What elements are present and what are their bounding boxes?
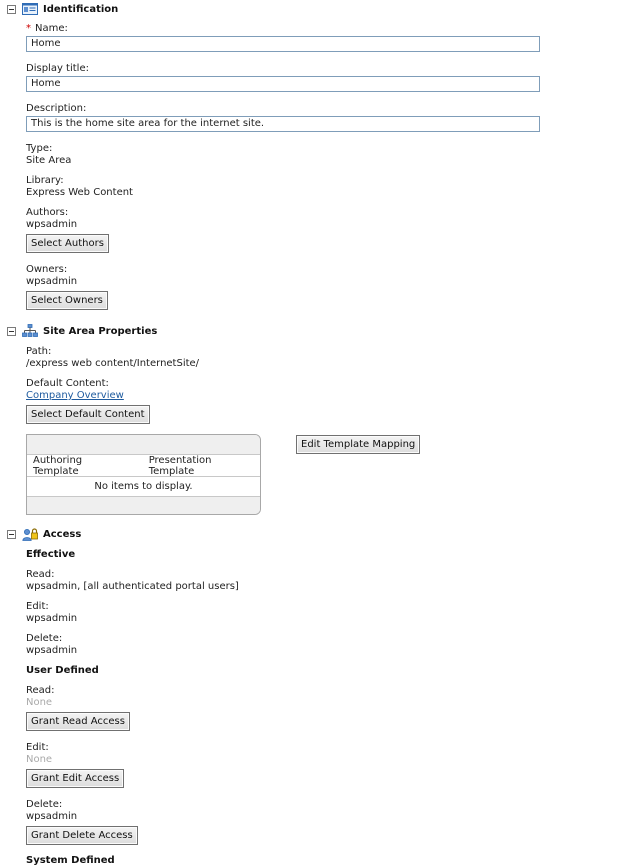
effective-read-value: wpsadmin, [all authenticated portal users] [26,581,239,592]
path-label: Path: [26,346,52,357]
type-value: Site Area [26,155,72,166]
template-mapping-table [26,434,261,515]
description-label: Description: [26,103,87,114]
column-presentation-template[interactable]: Presentation Template [148,454,212,477]
id-card-icon [22,2,38,16]
site-area-section-header [7,324,157,338]
column-authoring-template[interactable]: Authoring Template [33,454,83,477]
edit-template-mapping-button[interactable]: Edit Template Mapping [296,435,420,454]
default-content-label: Default Content: [26,378,109,389]
system-defined-heading: System Defined [26,855,115,866]
default-content-link[interactable]: Company Overview [26,390,124,401]
effective-delete-value: wpsadmin [26,645,78,656]
user-edit-value: None [26,754,53,765]
user-read-value: None [26,697,53,708]
section-title-access: Access [43,528,82,540]
user-edit-label: Edit: [26,742,49,753]
effective-edit-value: wpsadmin [26,613,78,624]
library-label: Library: [26,175,64,186]
table-header-row [27,455,260,477]
grant-delete-access-button[interactable]: Grant Delete Access [26,826,138,845]
section-title-identification: Identification [43,3,119,15]
name-label: * Name: [26,23,68,34]
user-delete-value: wpsadmin [26,811,78,822]
type-label: Type: [26,143,53,154]
user-defined-heading: User Defined [26,665,99,676]
description-field[interactable]: This is the home site area for the internet site. [26,116,540,132]
site-tree-icon [22,324,38,338]
display-title-field[interactable]: Home [26,76,540,92]
owners-label: Owners: [26,264,68,275]
table-empty-message: No items to display. [27,477,260,497]
grant-read-access-button[interactable]: Grant Read Access [26,712,130,731]
collapse-minus-icon[interactable] [7,530,16,539]
user-lock-icon [22,527,38,541]
table-footer [27,497,260,515]
display-title-label: Display title: [26,63,89,74]
select-owners-button[interactable]: Select Owners [26,291,108,310]
collapse-minus-icon[interactable] [7,327,16,336]
authors-label: Authors: [26,207,69,218]
owners-value: wpsadmin [26,276,78,287]
section-title-site-area-properties: Site Area Properties [43,325,158,337]
effective-heading: Effective [26,549,76,560]
authors-value: wpsadmin [26,219,78,230]
grant-edit-access-button[interactable]: Grant Edit Access [26,769,124,788]
effective-edit-label: Edit: [26,601,49,612]
required-marker: * [26,23,31,34]
effective-delete-label: Delete: [26,633,63,644]
access-section-header [7,527,81,541]
identification-section-header [7,2,118,16]
select-authors-button[interactable]: Select Authors [26,234,109,253]
name-field[interactable]: Home [26,36,540,52]
user-read-label: Read: [26,685,55,696]
library-value: Express Web Content [26,187,133,198]
select-default-content-button[interactable]: Select Default Content [26,405,150,424]
effective-read-label: Read: [26,569,55,580]
collapse-minus-icon[interactable] [7,5,16,14]
user-delete-label: Delete: [26,799,63,810]
path-value: /express web content/InternetSite/ [26,358,200,369]
table-toolbar [27,435,260,455]
